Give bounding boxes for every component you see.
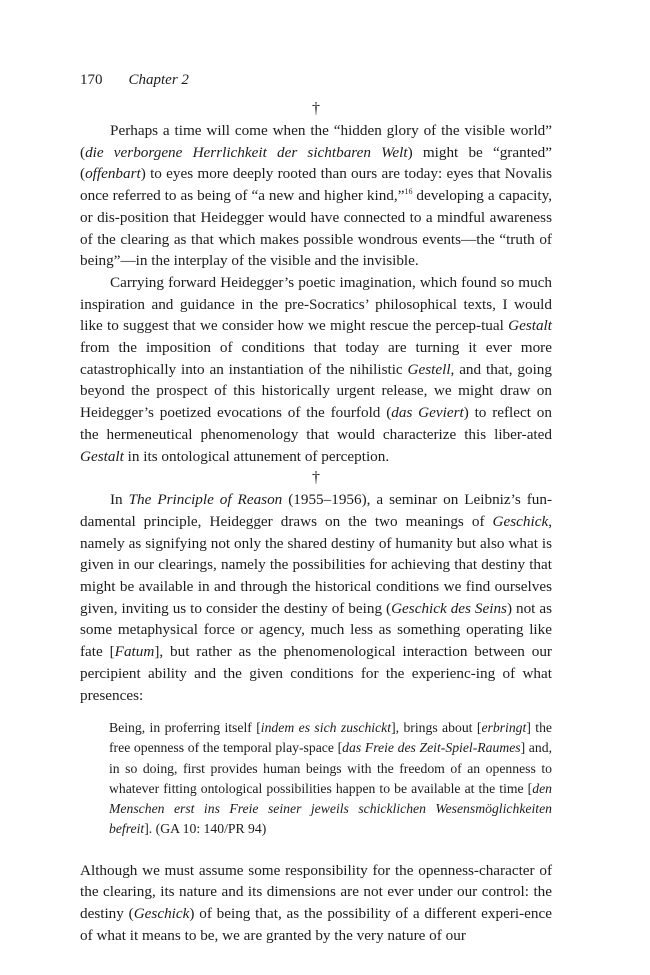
section-separator-dagger: † [312,100,320,117]
text-run: Carrying forward Heidegger’s poetic imagination, which found so much inspiration and guidance in the pre-Socratics’ philosophical texts, I would like to suggest that we consider how we might rescue the percep-tual [80,273,552,335]
italic-term: Geschick des Seins [391,599,507,617]
text-run: developing a capacity, or dis-position that Heidegger would have connected to a mindful awareness of the clearing as that which makes possible wondrous events—the “truth of being”—in the interplay of the visible and the invisible. [80,187,553,270]
text-run: from the imposition of conditions that today are turning it ever more catastrophically into an instantiation of the nihilistic [80,339,552,378]
citation-text: ]. (GA 10: 140/PR 94) [144,821,267,837]
block-quote [109,718,552,839]
italic-term: Gestalt [80,447,124,465]
chapter-title: Chapter 2 [128,72,189,88]
text-run: ], brings about [ [391,720,482,736]
paragraph-perceptual-gestalt [80,272,552,467]
text-run: ], but rather as the phenomenological interaction between our percipient ability and the given conditions for the experienc-ing of what presences: [80,643,552,704]
text-run: ) to reflect on the hermeneutical phenomenology that would characterize this liber-ated [80,404,552,443]
italic-term: Geschick [133,904,190,922]
italic-term: erbringt [481,720,527,736]
italic-term: das Geviert [391,404,464,422]
text-run: ) not as some metaphysical force or agency, much less as something operating like fate [ [80,599,553,661]
body-text [80,98,552,946]
italic-term: Gestell [407,360,451,378]
text-run: ] and, in so doing, first provides human beings with the freedom of an openness to whatever fitting ontological possibilities happen to be available at the time [ [109,740,552,796]
book-title: The Principle of Reason [128,491,283,509]
text-run: (1955–1956), a seminar on Leibniz’s fun-damental principle, Heidegger draws on the two meanings of [80,491,553,530]
footnote-ref-16[interactable]: 16 [404,187,413,197]
text-run: ) to eyes more deeply rooted than ours are today: eyes that Novalis once referred to as being of “a new and higher kind,” [80,165,552,205]
italic-term: Fatum [114,643,155,661]
italic-term: Geschick [492,512,549,530]
running-head [80,70,189,90]
section-separator-dagger: † [312,469,320,487]
paragraph-principle-of-reason [80,489,552,706]
text-run: ) might be “granted” ( [80,143,552,183]
text-run: Being, in proferring itself [ [109,720,261,736]
paragraph-hidden-glory [80,120,552,272]
text-run: Although we must assume some responsibility for the openness-character of the clearing, its nature and its dimensions are not ever under our control: the destiny ( [80,861,552,922]
italic-term: die verborgene Herrlichkeit der sichtbaren Welt [85,143,408,161]
italic-term: offenbart [85,165,141,183]
text-run: In [110,491,129,509]
text-run: , and that, going beyond the prospect of this historically urgent release, we might draw on Heidegger’s poetized evocations of the fourfold ( [80,360,552,422]
italic-term: Gestalt [508,317,552,335]
italic-term: das Freie des Zeit-Spiel-Raumes [342,740,521,756]
text-run: ] the free openness of the temporal play-space [ [109,720,552,756]
paragraph-openness-character [80,860,552,947]
italic-term: den Menschen erst ins Freie seiner jeweils schicklichen Wesensmöglichkeiten befreit [109,780,552,837]
text-run: Perhaps a time will come when the “hidden glory of the visible world” ( [80,122,552,161]
text-run: , namely as signifying not only the shared destiny of humanity but also what is given in our clearings, namely the possibilities for achieving that destiny that might be available in and through the historical conditions we find ourselves given, inviting us to consider the destiny of being ( [80,512,552,617]
italic-term: indem es sich zuschickt [260,720,392,736]
text-run: in its ontological attunement of perception. [123,447,390,465]
page-number: 170 [80,72,103,88]
text-run: ) of being that, as the possibility of a different experi-ence of what it means to be, we are granted by the very nature of our [80,904,552,944]
